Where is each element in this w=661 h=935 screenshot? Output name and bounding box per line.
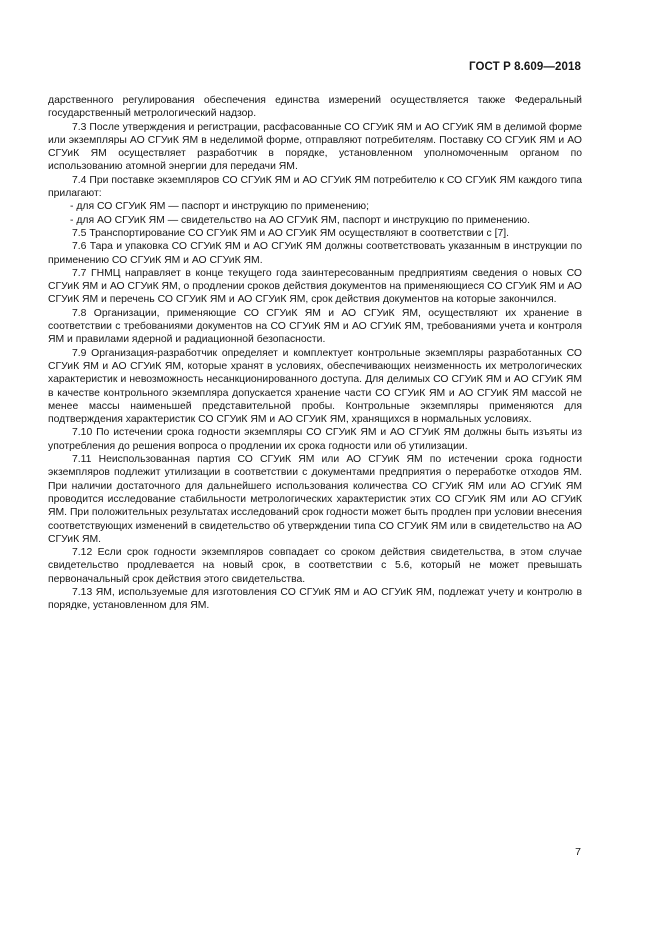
paragraph-7-5: 7.5 Транспортирование СО СГУиК ЯМ и АО СГУиК ЯМ осуществляют в соответствии с [7]. bbox=[72, 227, 510, 239]
list-item-ao: - для АО СГУиК ЯМ — свидетельство на АО СГУиК ЯМ, паспорт и инструкцию по применению. bbox=[70, 214, 530, 226]
list-item-so: - для СО СГУиК ЯМ — паспорт и инструкцию по применению; bbox=[70, 201, 369, 213]
document-body bbox=[48, 94, 582, 613]
paragraph-7-12: 7.12 Если срок годности экземпляров совпадает со сроком действия свидетельства, в этом случае свидетельство продлевается на новый срок, в соответствии с 5.6, который не может превышать первоначальный срок действия этого свидетельства. bbox=[48, 547, 582, 585]
paragraph-7-9: 7.9 Организация-разработчик определяет и комплектует контрольные экземпляры разработанных СО СГУиК ЯМ и АО СГУиК ЯМ, которые хранят в условиях, обеспечивающих неизменность их метрологических характеристик и невозможность несанкционированного доступа. Для делимых СО СГУиК ЯМ и АО СГУиК ЯМ в качестве контрольного экземпляра допускается хранение части СО СГУиК ЯМ и АО СГУиК ЯМ массой не менее массы наименьшей представительной пробы. Контрольные экземпляры применяются для подтверждения характеристик СО СГУиК ЯМ и АО СГУиК ЯМ, хранящихся в нормальных условиях. bbox=[48, 347, 582, 426]
paragraph-continuation: дарственного регулирования обеспечения единства измерений осуществляется также Федеральный государственный метрологический надзор. bbox=[48, 95, 582, 120]
page-number: 7 bbox=[575, 846, 581, 858]
paragraph-7-7: 7.7 ГНМЦ направляет в конце текущего года заинтересованным предприятиям сведения о новых СО СГУиК ЯМ и АО СГУиК ЯМ, о продлении сроков действия документов на применяющиеся СО СГУиК ЯМ и АО СГУиК ЯМ и перечень СО СГУиК ЯМ и АО СГУиК ЯМ, срок действия документов на которые закончился. bbox=[48, 267, 582, 306]
paragraph-7-13: 7.13 ЯМ, используемые для изготовления СО СГУиК ЯМ и АО СГУиК ЯМ, подлежат учету и контролю в порядке, установленном для ЯМ. bbox=[48, 586, 582, 612]
paragraph-7-3: 7.3 После утверждения и регистрации, расфасованные СО СГУиК ЯМ и АО СГУиК ЯМ в делимой форме или экземпляры АО СГУиК ЯМ в неделимой форме, отправляют потребителям. Поставку СО СГУиК ЯМ и АО СГУиК ЯМ осуществляет разработчик в порядке, установленном уполномоченным органом по использованию атомной энергии для передачи ЯМ. bbox=[48, 121, 582, 173]
paragraph-7-8: 7.8 Организации, применяющие СО СГУиК ЯМ и АО СГУиК ЯМ, осуществляют их хранение в соответствии с требованиями документов на СО СГУиК ЯМ и АО СГУиК ЯМ, требованиями учета и контроля ЯМ и правилами ядерной и радиационной безопасности. bbox=[48, 307, 582, 346]
paragraph-7-11: 7.11 Неиспользованная партия СО СГУиК ЯМ или АО СГУиК ЯМ по истечении срока годности экземпляров подлежит утилизации в соответствии с документами предприятия о переработке отходов ЯМ. При наличии достаточного для дальнейшего использования количества СО СГУиК ЯМ или АО СГУиК ЯМ проводится исследование стабильности метрологических характеристик этих СО СГУиК ЯМ или АО СГУиК ЯМ. При положительных результатах исследований срок годности может быть продлен при условии внесения соответствующих изменений в свидетельство об утверждении типа СО СГУиК ЯМ или в свидетельство на АО СГУиК ЯМ. bbox=[48, 454, 582, 545]
paragraph-7-10: 7.10 По истечении срока годности экземпляры СО СГУиК ЯМ и АО СГУиК ЯМ должны быть изъяты из употребления до решения вопроса о продлении их срока годности или об утилизации. bbox=[48, 427, 582, 452]
paragraph-7-6: 7.6 Тара и упаковка СО СГУиК ЯМ и АО СГУиК ЯМ должны соответствовать указанным в инструкции по применению СО СГУиК ЯМ и АО СГУиК ЯМ. bbox=[48, 241, 582, 266]
paragraph-7-4: 7.4 При поставке экземпляров СО СГУиК ЯМ и АО СГУиК ЯМ потребителю к СО СГУиК ЯМ каждого типа прилагают: bbox=[48, 174, 582, 200]
standard-designation: ГОСТ Р 8.609—2018 bbox=[469, 61, 581, 73]
